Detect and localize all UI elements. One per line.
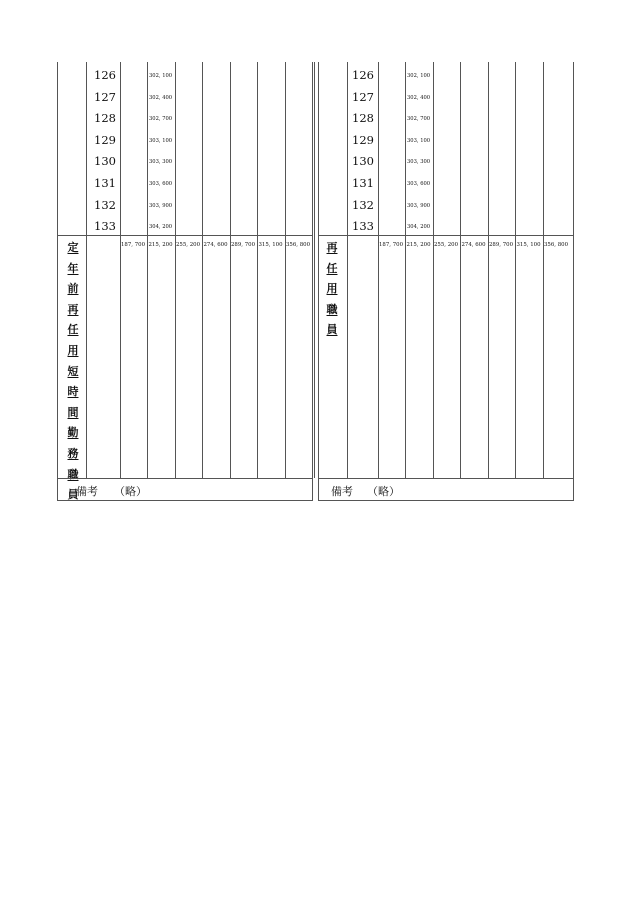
remarks-label: 備考 [331, 485, 353, 498]
salary-amount: 302, 700 [149, 116, 173, 123]
category-char: 用 [326, 282, 338, 296]
grade-number: 127 [94, 89, 116, 104]
salary-amount: 304, 200 [407, 224, 431, 231]
column-rule [120, 62, 121, 478]
column-rule [86, 62, 87, 478]
remarks-label: 備考 [76, 485, 98, 498]
column-rule [230, 62, 231, 478]
column-rule [433, 62, 434, 478]
salary-amount: 304, 200 [149, 224, 173, 231]
salary-table-right [318, 62, 574, 478]
reemployment-salary: 187, 700 [379, 242, 404, 248]
grade-number: 126 [94, 68, 116, 82]
category-char: 時 [67, 385, 79, 399]
category-char: 職 [67, 467, 79, 481]
column-rule [202, 62, 203, 478]
category-char: 年 [67, 261, 79, 275]
grade-number: 129 [352, 132, 374, 147]
category-char: 任 [67, 323, 79, 337]
category-char: 再 [326, 241, 338, 254]
grade-number: 131 [352, 176, 374, 190]
column-rule [460, 62, 461, 478]
grade-number: 128 [94, 111, 116, 126]
salary-amount: 303, 300 [407, 159, 431, 166]
category-char: 務 [67, 446, 79, 460]
category-char: 員 [67, 488, 79, 502]
category-title-vertical [66, 238, 80, 506]
category-char: 職 [326, 302, 338, 316]
category-char: 前 [67, 282, 79, 296]
reemployment-salary: 187, 700 [121, 242, 146, 248]
grade-number: 132 [94, 197, 116, 212]
grade-number: 131 [94, 176, 116, 190]
salary-amount: 302, 400 [149, 94, 173, 101]
grade-number: 129 [94, 132, 116, 147]
section-rule [58, 235, 312, 236]
grade-number: 128 [352, 111, 374, 126]
remarks-row-left [57, 478, 313, 501]
reemployment-salary: 356, 800 [286, 242, 311, 248]
category-char: 任 [326, 261, 338, 275]
grade-number: 127 [352, 89, 374, 104]
salary-amount: 303, 900 [407, 202, 431, 209]
column-rule [257, 62, 258, 478]
reemployment-salary: 215, 200 [406, 242, 431, 248]
reemployment-salary: 289, 700 [489, 242, 514, 248]
column-rule [488, 62, 489, 478]
category-char: 再 [67, 302, 79, 316]
salary-amount: 303, 100 [407, 137, 431, 144]
salary-amount: 303, 600 [149, 181, 173, 187]
grade-number: 130 [352, 154, 374, 169]
category-char: 用 [67, 343, 79, 357]
reemployment-salary: 289, 700 [231, 242, 256, 248]
reemployment-salary: 255, 200 [434, 242, 459, 248]
category-char: 短 [67, 364, 79, 378]
remarks-value: （略） [114, 485, 147, 498]
category-title-vertical [325, 238, 339, 341]
grade-number: 133 [94, 219, 116, 234]
reemployment-salary: 315, 100 [258, 242, 283, 248]
reemployment-salary: 215, 200 [148, 242, 173, 248]
section-rule [319, 235, 573, 236]
category-char: 勤 [67, 426, 79, 440]
reemployment-salary: 255, 200 [176, 242, 201, 248]
remarks-row-right [318, 478, 574, 501]
reemployment-salary: 274, 600 [203, 242, 228, 248]
salary-amount: 303, 600 [407, 181, 431, 187]
category-char: 員 [326, 323, 338, 337]
column-rule [378, 62, 379, 478]
column-rule [285, 62, 286, 478]
grade-number: 130 [94, 154, 116, 169]
salary-amount: 303, 300 [149, 159, 173, 166]
column-rule [515, 62, 516, 478]
salary-amount: 302, 700 [407, 116, 431, 123]
column-rule [175, 62, 176, 478]
salary-amount: 302, 100 [149, 73, 173, 79]
reemployment-salary: 356, 800 [544, 242, 569, 248]
grade-number: 126 [352, 68, 374, 82]
column-rule [347, 62, 348, 478]
column-rule [543, 62, 544, 478]
grade-number: 133 [352, 219, 374, 234]
salary-amount: 303, 100 [149, 137, 173, 144]
category-char: 定 [67, 241, 79, 254]
reemployment-salary: 315, 100 [516, 242, 541, 248]
remarks-value: （略） [367, 485, 400, 498]
grade-number: 132 [352, 197, 374, 212]
reemployment-salary: 274, 600 [461, 242, 486, 248]
salary-amount: 302, 100 [407, 73, 431, 79]
salary-amount: 303, 900 [149, 202, 173, 209]
category-char: 間 [67, 405, 79, 419]
column-rule [405, 62, 406, 478]
table-divider [314, 62, 315, 478]
column-rule [147, 62, 148, 478]
salary-amount: 302, 400 [407, 94, 431, 101]
